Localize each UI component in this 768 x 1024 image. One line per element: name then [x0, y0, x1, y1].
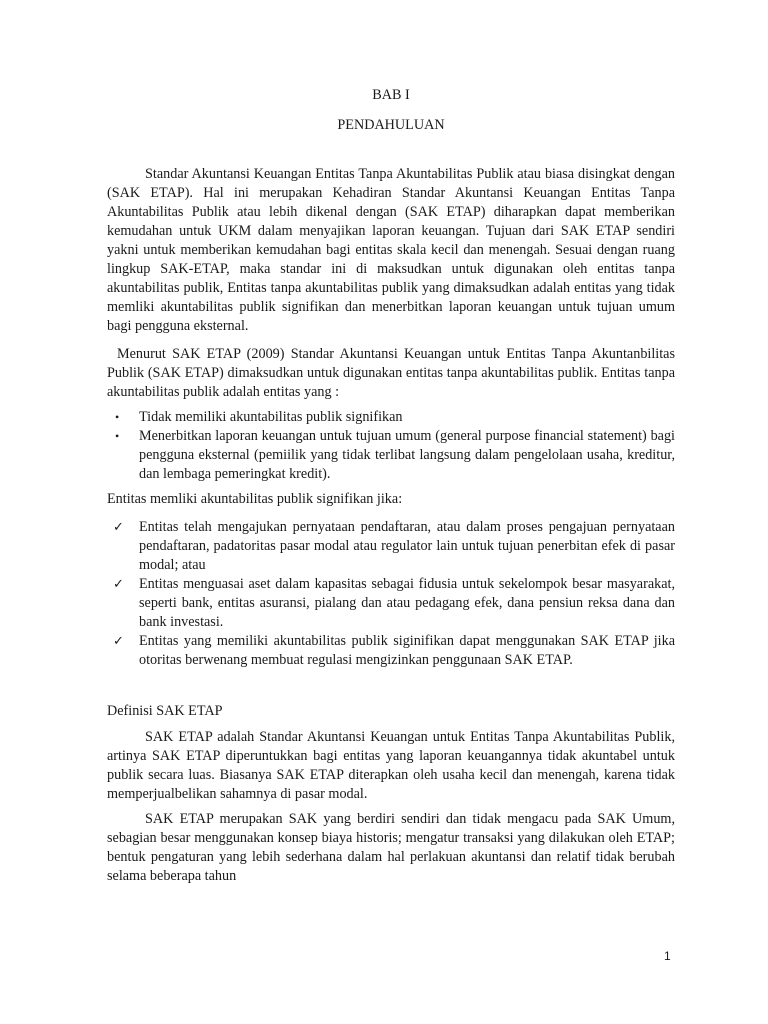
- paragraph-intro: Standar Akuntansi Keuangan Entitas Tanpa Akuntabilitas Publik atau biasa disingkat dengan (SAK ETAP). Hal ini merupakan Kehadiran Standar Akuntansi Keuangan Entitas Tanpa Akuntabilitas Publik atau lebih dikenal dengan (SAK ETAP) diharapkan dapat memberikan kemudahan untuk UKM dalam menyajikan laporan keuangan. Tujuan dari SAK ETAP sendiri yakni untuk memberikan kemudahan bagi entitas skala kecil dan menengah. Sesuai dengan ruang lingkup SAK-ETAP, maka standar ini di maksudkan untuk digunakan oleh entitas tanpa akuntabilitas publik, Entitas tanpa akuntabilitas publik yang dimaksudkan adalah entitas yang tidak memliki akuntabilitas publik signifikan dan menerbitkan laporan keuangan untuk tujuan umum bagi pengguna eksternal.: [107, 166, 675, 334]
- list-item: [107, 632, 675, 670]
- list-item: [107, 518, 675, 575]
- chapter-label: BAB I: [372, 87, 410, 103]
- checkmark-icon: ✓: [113, 520, 124, 535]
- list-item-text: Entitas yang memiliki akuntabilitas publik siginifikan dapat menggunakan SAK ETAP jika otoritas berwenang membuat regulasi mengizinkan penggunaan SAK ETAP.: [139, 633, 675, 668]
- bullet-list: [107, 408, 675, 484]
- list-item: [107, 427, 675, 484]
- checkmark-icon: ✓: [113, 577, 124, 592]
- paragraph-definition: Menurut SAK ETAP (2009) Standar Akuntansi Keuangan untuk Entitas Tanpa Akuntanbilitas Publik (SAK ETAP) dimaksudkan untuk digunakan entitas tanpa akuntabilitas publik. Entitas tanpa akuntabilitas publik adalah entitas yang :: [107, 346, 675, 400]
- list-item-text: Tidak memiliki akuntabilitas publik signifikan: [139, 409, 403, 425]
- page-number: 1: [664, 949, 671, 963]
- checkmark-icon: ✓: [113, 634, 124, 649]
- list-item: [107, 575, 675, 632]
- paragraph-sak-etap-detail: SAK ETAP merupakan SAK yang berdiri sendiri dan tidak mengacu pada SAK Umum, sebagian besar menggunakan konsep biaya historis; mengatur transaksi yang dilakukan oleh ETAP; bentuk pengaturan yang lebih sederhana dalam hal perlakuan akuntansi dan relatif tidak berubah selama beberapa tahun: [107, 811, 675, 884]
- list-item-text: Entitas telah mengajukan pernyataan pendaftaran, atau dalam proses pengajuan pernyataan pendaftaran, padatoritas pasar modal atau regulator lain untuk tujuan penerbitan efek di pasar modal; atau: [139, 519, 675, 573]
- paragraph-sak-etap: SAK ETAP adalah Standar Akuntansi Keuangan untuk Entitas Tanpa Akuntabilitas Publik, artinya SAK ETAP diperuntukkan bagi entitas yang laporan keuangannya tidak akuntabel untuk publik secara luas. Biasanya SAK ETAP diterapkan oleh usaha kecil dan menengah, karena tidak memperjualbelikan sahamnya di pasar modal.: [107, 729, 675, 802]
- paragraph-criteria: Entitas memliki akuntabilitas publik signifikan jika:: [107, 491, 403, 507]
- list-item-text: Menerbitkan laporan keuangan untuk tujuan umum (general purpose financial statement) bagi pengguna eksternal (pemiilik yang tidak terlibat langsung dalam pengelolaan usaha, kreditur, dan lembaga pemeringkat kredit).: [139, 428, 675, 482]
- check-list: [107, 518, 675, 670]
- section-title: Definisi SAK ETAP: [107, 703, 223, 719]
- list-item: [107, 408, 675, 427]
- bullet-icon: •: [115, 429, 120, 443]
- chapter-title: PENDAHULUAN: [337, 117, 445, 133]
- bullet-icon: •: [115, 410, 120, 424]
- list-item-text: Entitas menguasai aset dalam kapasitas sebagai fidusia untuk sekelompok besar masyarakat, seperti bank, entitas asuransi, pialang dan atau pedagang efek, dana pensiun reksa dana dan bank investasi.: [139, 576, 675, 630]
